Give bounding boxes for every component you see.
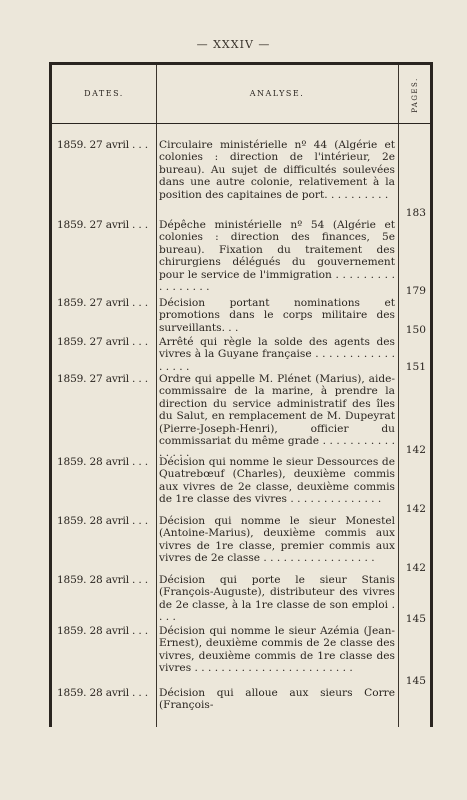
entry-page: 142 xyxy=(405,443,426,456)
entry-row xyxy=(52,297,430,336)
entry-analysis: Décision qui nomme le sieur Azémia (Jean-Ernest), deuxième commis de 2e classe des vivres, deuxième commis de 1re classe des vivres . . . . . . . . . . . . . . . . . . . . . . . . xyxy=(159,625,395,675)
entry-analysis: Ordre qui appelle M. Plénet (Marius), aide-commissaire de la marine, à prendre la direction du service administratif des îles du Salut, en remplacement de M. Dupeyrat (Pierre-Joseph-Henri), officier du commissariat du même grade . . . . . . . . . . . . . . . . xyxy=(159,373,395,460)
entry-page: 142 xyxy=(405,502,426,515)
entry-row xyxy=(52,219,430,297)
entry-row xyxy=(52,687,430,712)
entry-analysis: Décision portant nominations et promotions dans le corps militaire des surveillants. . . xyxy=(159,297,395,334)
table-header xyxy=(52,65,430,124)
entry-analysis: Décision qui porte le sieur Stanis (François-Auguste), distributeur des vivres de 2e classe, à la 1re classe de son emploi . . . . xyxy=(159,574,395,624)
entry-row xyxy=(52,574,430,625)
column-header-dates: DATES. xyxy=(84,89,124,98)
column-header-pages-cell xyxy=(399,69,431,121)
entry-analysis: Arrêté qui règle la solde des agents des vivres à la Guyane française . . . . . . . . . . . . . . . . . xyxy=(159,336,395,373)
entry-analysis: Circulaire ministérielle nº 44 (Algérie et colonies : direction de l'intérieur, 2e bureau). Au sujet de difficultés soulevées dans une autre colonie, relativement à la position des capitaines de port. . . . . . . . . . xyxy=(159,139,395,201)
page-header: — XXXIV — xyxy=(196,38,271,51)
entry-row xyxy=(52,625,430,687)
entry-row xyxy=(52,139,430,219)
entry-page: 145 xyxy=(405,674,426,687)
entry-page: 183 xyxy=(405,206,426,219)
entry-row xyxy=(52,515,430,574)
entry-analysis: Décision qui alloue aux sieurs Corre (François- xyxy=(159,687,395,712)
register-table xyxy=(49,62,433,727)
entry-page: 179 xyxy=(405,284,426,297)
entry-analysis: Décision qui nomme le sieur Dessources de Quatrebœuf (Charles), deuxième commis aux vivres de 2e classe, deuxième commis de 1re classe des vivres . . . . . . . . . . . . . . xyxy=(159,456,395,506)
entry-date: 1859. 28 avril . . . xyxy=(57,625,148,637)
entry-page: 150 xyxy=(405,323,426,336)
entry-date: 1859. 27 avril . . . xyxy=(57,139,148,151)
entry-analysis: Dépêche ministérielle nº 54 (Algérie et colonies : direction des finances, 5e bureau). Fixation du traitement des chirurgiens délégués du gouvernement pour le service de l'immigration . . . . . . . . . . . . . . . . . xyxy=(159,219,395,294)
entry-date: 1859. 27 avril . . . xyxy=(57,297,148,309)
entry-date: 1859. 27 avril . . . xyxy=(57,373,148,385)
entry-date: 1859. 27 avril . . . xyxy=(57,336,148,348)
column-header-pages: PAGES. xyxy=(411,77,420,113)
entry-date: 1859. 28 avril . . . xyxy=(57,687,148,699)
entry-page: 145 xyxy=(405,612,426,625)
entry-row xyxy=(52,456,430,515)
entry-row xyxy=(52,336,430,373)
entry-date: 1859. 28 avril . . . xyxy=(57,574,148,586)
column-header-analyse: ANALYSE. xyxy=(249,89,305,98)
entry-row xyxy=(52,373,430,460)
entry-analysis: Décision qui nomme le sieur Monestel (Antoine-Marius), deuxième commis aux vivres de 1re classe, premier commis aux vivres de 2e classe . . . . . . . . . . . . . . . . . xyxy=(159,515,395,565)
entry-list xyxy=(52,139,430,712)
entry-page: 142 xyxy=(405,561,426,574)
entry-date: 1859. 28 avril . . . xyxy=(57,515,148,527)
entry-date: 1859. 27 avril . . . xyxy=(57,219,148,231)
entry-page: 151 xyxy=(405,360,426,373)
entry-date: 1859. 28 avril . . . xyxy=(57,456,148,468)
